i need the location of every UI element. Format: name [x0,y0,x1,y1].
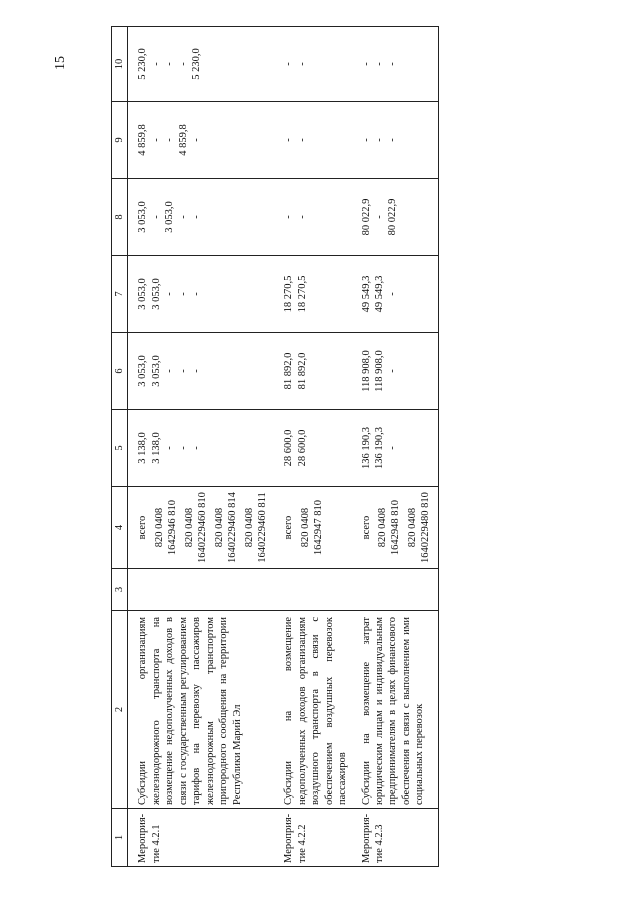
budget-code: 820 0408 1640229460 811 [243,492,268,563]
value-cell [352,256,439,333]
value: 81 892,0 [283,352,295,390]
value: 49 549,3 [360,275,372,313]
budget-code: всего [360,515,372,540]
value: 4 859,8 [177,124,189,156]
value: - [387,292,399,296]
value-cell [128,102,274,179]
budget-code-cell [352,487,439,569]
value-cell [274,256,351,333]
value: 3 053,0 [150,355,162,387]
value: 118 908,0 [360,350,372,392]
value: - [164,446,176,450]
measure-cell: Мероприя-тие 4.2.1 [128,809,274,867]
value: 80 022,9 [360,198,372,236]
value: 28 600,0 [296,429,308,467]
value: 3 053,0 [164,201,176,233]
page-number: 15 [53,56,68,70]
budget-code: 820 0408 1642947 810 [299,499,325,556]
measure-cell: Мероприя-тие 4.2.2 [274,809,351,867]
value-cell [352,333,439,410]
budget-code: 820 0408 1642948 810 [377,499,402,556]
value: 5 230,0 [191,48,203,80]
value: - [283,215,295,219]
value: - [374,138,385,142]
value: - [387,369,399,373]
budget-code-cell [274,487,351,569]
program-table [111,26,439,867]
value: 5 230,0 [137,48,149,80]
empty-cell [128,569,274,611]
value: 80 022,9 [387,198,399,236]
value: - [360,62,372,66]
value: 81 892,0 [296,352,308,390]
value-cell [274,333,351,410]
budget-code: всего [283,515,295,540]
empty-cell [274,569,351,611]
value: - [150,138,162,142]
value: - [296,215,308,219]
value: - [164,138,176,142]
value-cell [352,410,439,487]
column-header: 4 [112,487,128,569]
value: 136 190,3 [360,427,372,469]
value: - [283,138,295,142]
column-header: 6 [112,333,128,410]
budget-code: 820 0408 1640229460 810 [183,492,209,563]
column-header: 2 [112,611,128,809]
value-cell [274,102,351,179]
value: - [177,215,189,219]
value: - [177,369,189,373]
value-cell [352,179,439,256]
value: 3 053,0 [137,201,149,233]
budget-code: 820 0408 1642946 810 [153,499,179,556]
value-cell [352,27,439,102]
value-cell [274,27,351,102]
value: - [164,292,176,296]
budget-code-cell [128,487,274,569]
value: 3 053,0 [137,278,149,310]
value: - [387,62,399,66]
value: - [150,215,162,219]
value: 136 190,3 [374,427,385,469]
value-cell [128,179,274,256]
description-cell: Субсидии на возмещение затрат юридическим лицам и индивидуальным предпринимателям в целях финансового обеспечения в связи с выполнением ими социальных перевозок [352,611,439,809]
value: - [191,138,203,142]
description-cell: Субсидии организациям железнодорожного транспорта на возмещение недополученных доходов в связи с государственным регулированием тарифов на перевозку пассажиров железнодорожным транспортом пригородного сообщения на территории Республики Марий Эл [128,611,274,809]
value: - [150,62,162,66]
budget-code: 820 0408 1640229480 810 [406,492,432,563]
value: 3 138,0 [150,432,162,464]
value: - [164,369,176,373]
value: - [191,446,203,450]
table-header [112,27,128,867]
value: - [360,138,372,142]
value: - [374,62,385,66]
budget-code: 820 0408 1640229460 814 [213,492,239,563]
value: - [177,446,189,450]
value: 3 053,0 [137,355,149,387]
value: - [374,215,385,219]
value: - [283,62,295,66]
value-cell [274,410,351,487]
column-header: 10 [112,27,128,102]
value: - [177,62,189,66]
value: - [387,138,399,142]
value: 49 549,3 [374,275,385,313]
table-row [274,27,351,867]
value: 18 270,5 [283,275,295,313]
description-cell: Субсидии на возмещение недополученных доходов организациям воздушного транспорта в связи с обеспечением воздушных перевозок пассажиров [274,611,351,809]
column-header: 8 [112,179,128,256]
value: 118 908,0 [374,350,385,392]
column-header: 1 [112,809,128,867]
column-header: 3 [112,569,128,611]
empty-cell [352,569,439,611]
value: - [296,138,308,142]
value-cell [128,333,274,410]
value: 4 859,8 [137,124,149,156]
value: 3 138,0 [137,432,149,464]
value: - [177,292,189,296]
value: - [191,215,203,219]
measure-cell: Мероприя-тие 4.2.3 [352,809,439,867]
column-header: 5 [112,410,128,487]
column-header: 9 [112,102,128,179]
value-cell [352,102,439,179]
table-row [352,27,439,867]
value-cell [128,410,274,487]
value: 18 270,5 [296,275,308,313]
column-header: 7 [112,256,128,333]
value-cell [128,27,274,102]
value: - [191,369,203,373]
value-cell [128,256,274,333]
value: - [296,62,308,66]
value-cell [274,179,351,256]
value: - [191,292,203,296]
value: - [164,62,176,66]
value: 28 600,0 [283,429,295,467]
value: 3 053,0 [150,278,162,310]
value: - [387,446,399,450]
table-row [128,27,274,867]
budget-code: всего [137,515,149,540]
